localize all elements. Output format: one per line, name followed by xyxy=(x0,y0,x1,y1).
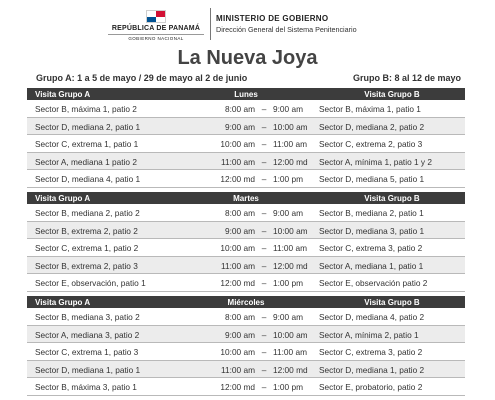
day-name: Miércoles xyxy=(227,297,265,307)
start-time: 11:00 am xyxy=(221,260,255,271)
direction-name: Dirección General del Sistema Penitenciario xyxy=(216,25,357,34)
time-separator: – xyxy=(261,208,267,218)
group-a-header: Visita Grupo A xyxy=(35,297,91,307)
day-table xyxy=(27,192,465,292)
start-time: 10:00 am xyxy=(220,139,255,149)
end-time: 12:00 md xyxy=(273,260,308,271)
start-time: 8:00 am xyxy=(225,104,255,114)
header-divider xyxy=(210,8,211,40)
end-time: 11:00 am xyxy=(273,347,307,357)
group-a-sector: Sector D, mediana 1, patio 1 xyxy=(35,364,141,375)
end-time: 1:00 pm xyxy=(273,174,303,184)
table-row xyxy=(27,326,465,344)
group-b-sector: Sector C, extrema 3, patio 2 xyxy=(319,243,423,253)
group-b-sector: Sector A, mínima 2, patio 1 xyxy=(319,329,419,340)
group-a-sector: Sector B, mediana 2, patio 2 xyxy=(35,208,140,218)
table-row xyxy=(27,239,465,257)
start-time: 8:00 am xyxy=(225,208,255,218)
group-b-sector: Sector C, extrema 3, patio 2 xyxy=(319,347,423,357)
gobierno-nacional-label: GOBIERNO NACIONAL xyxy=(108,34,204,41)
group-a-header: Visita Grupo A xyxy=(35,193,91,203)
day-table xyxy=(27,88,465,188)
time-separator: – xyxy=(261,329,267,340)
time-separator: – xyxy=(261,278,267,288)
table-row xyxy=(27,153,465,171)
group-a-sector: Sector C, extrema 1, patio 3 xyxy=(35,347,139,357)
page-header xyxy=(0,6,495,44)
start-time: 8:00 am xyxy=(225,312,255,322)
time-separator: – xyxy=(261,104,267,114)
table-row xyxy=(27,118,465,136)
group-b-sector: Sector E, observación patio 2 xyxy=(319,278,428,288)
end-time: 10:00 am xyxy=(273,225,308,236)
start-time: 12:00 md xyxy=(220,382,255,392)
group-b-header: Visita Grupo B xyxy=(364,89,420,99)
end-time: 10:00 am xyxy=(273,121,308,132)
end-time: 9:00 am xyxy=(273,208,303,218)
time-separator: – xyxy=(261,243,267,253)
group-a-header: Visita Grupo A xyxy=(35,89,91,99)
group-a-sector: Sector B, extrema 2, patio 2 xyxy=(35,225,138,236)
group-a-sector: Sector D, mediana 4, patio 1 xyxy=(35,174,141,184)
end-time: 9:00 am xyxy=(273,104,303,114)
group-b-sector: Sector B, máxima 1, patio 1 xyxy=(319,104,421,114)
day-table xyxy=(27,296,465,396)
end-time: 1:00 pm xyxy=(273,382,303,392)
group-b-sector: Sector D, mediana 5, patio 1 xyxy=(319,174,425,184)
time-separator: – xyxy=(261,347,267,357)
group-a-sector: Sector B, máxima 1, patio 2 xyxy=(35,104,137,114)
group-a-sector: Sector A, mediana 3, patio 2 xyxy=(35,329,140,340)
start-time: 9:00 am xyxy=(225,225,255,236)
table-row xyxy=(27,257,465,275)
group-a-sector: Sector E, observación, patio 1 xyxy=(35,278,146,288)
start-time: 9:00 am xyxy=(225,121,255,132)
end-time: 12:00 md xyxy=(273,364,308,375)
group-a-sector: Sector B, mediana 3, patio 2 xyxy=(35,312,140,322)
group-b-header: Visita Grupo B xyxy=(364,193,420,203)
end-time: 11:00 am xyxy=(273,243,307,253)
start-time: 12:00 md xyxy=(220,174,255,184)
day-name: Martes xyxy=(233,193,259,203)
time-separator: – xyxy=(261,312,267,322)
day-table-header xyxy=(27,88,465,100)
grupo-b-dates: Grupo B: 8 al 12 de mayo xyxy=(352,73,461,83)
start-time: 10:00 am xyxy=(220,347,255,357)
group-b-sector: Sector E, probatorio, patio 2 xyxy=(319,382,423,392)
table-row xyxy=(27,378,465,396)
group-a-sector: Sector B, extrema 2, patio 3 xyxy=(35,260,138,271)
day-table-header xyxy=(27,296,465,308)
table-row xyxy=(27,100,465,118)
time-separator: – xyxy=(261,121,267,132)
time-separator: – xyxy=(261,139,267,149)
group-b-sector: Sector D, mediana 3, patio 1 xyxy=(319,225,425,236)
end-time: 12:00 md xyxy=(273,156,308,167)
group-a-sector: Sector C, extrema 1, patio 2 xyxy=(35,243,139,253)
start-time: 11:00 am xyxy=(221,364,255,375)
table-row xyxy=(27,361,465,379)
time-separator: – xyxy=(261,225,267,236)
table-row xyxy=(27,343,465,361)
group-b-sector: Sector D, mediana 4, patio 2 xyxy=(319,312,425,322)
time-separator: – xyxy=(261,382,267,392)
group-b-sector: Sector D, mediana 1, patio 2 xyxy=(319,364,425,375)
group-b-header: Visita Grupo B xyxy=(364,297,420,307)
table-row xyxy=(27,222,465,240)
day-table-header xyxy=(27,192,465,204)
table-row xyxy=(27,274,465,292)
panama-flag-icon xyxy=(146,10,166,23)
time-separator: – xyxy=(261,364,267,375)
group-a-sector: Sector B, máxima 3, patio 1 xyxy=(35,382,137,392)
group-a-sector: Sector D, mediana 2, patio 1 xyxy=(35,121,141,132)
group-b-sector: Sector D, mediana 2, patio 2 xyxy=(319,121,425,132)
grupo-a-dates: Grupo A: 1 a 5 de mayo / 29 de mayo al 2 de junio xyxy=(36,73,248,83)
time-separator: – xyxy=(261,156,267,167)
start-time: 10:00 am xyxy=(220,243,255,253)
day-name: Lunes xyxy=(234,89,258,99)
end-time: 10:00 am xyxy=(273,329,308,340)
group-a-sector: Sector C, extrema 1, patio 1 xyxy=(35,139,139,149)
table-row xyxy=(27,308,465,326)
group-b-sector: Sector B, mediana 2, patio 1 xyxy=(319,208,424,218)
start-time: 12:00 md xyxy=(220,278,255,288)
start-time: 11:00 am xyxy=(221,156,255,167)
end-time: 11:00 am xyxy=(273,139,307,149)
table-row xyxy=(27,170,465,188)
group-a-sector: Sector A, mediana 1 patio 2 xyxy=(35,156,137,167)
end-time: 1:00 pm xyxy=(273,278,303,288)
group-b-sector: Sector A, mediana 1, patio 1 xyxy=(319,260,424,271)
republic-name: REPÚBLICA DE PANAMÁ xyxy=(111,25,201,32)
group-b-sector: Sector C, extrema 2, patio 3 xyxy=(319,139,423,149)
end-time: 9:00 am xyxy=(273,312,303,322)
ministry-name: MINISTERIO DE GOBIERNO xyxy=(216,14,329,23)
time-separator: – xyxy=(261,174,267,184)
table-row xyxy=(27,135,465,153)
group-b-sector: Sector A, mínima 1, patio 1 y 2 xyxy=(319,156,432,167)
page-title: La Nueva Joya xyxy=(177,47,318,69)
start-time: 9:00 am xyxy=(225,329,255,340)
time-separator: – xyxy=(261,260,267,271)
table-row xyxy=(27,204,465,222)
